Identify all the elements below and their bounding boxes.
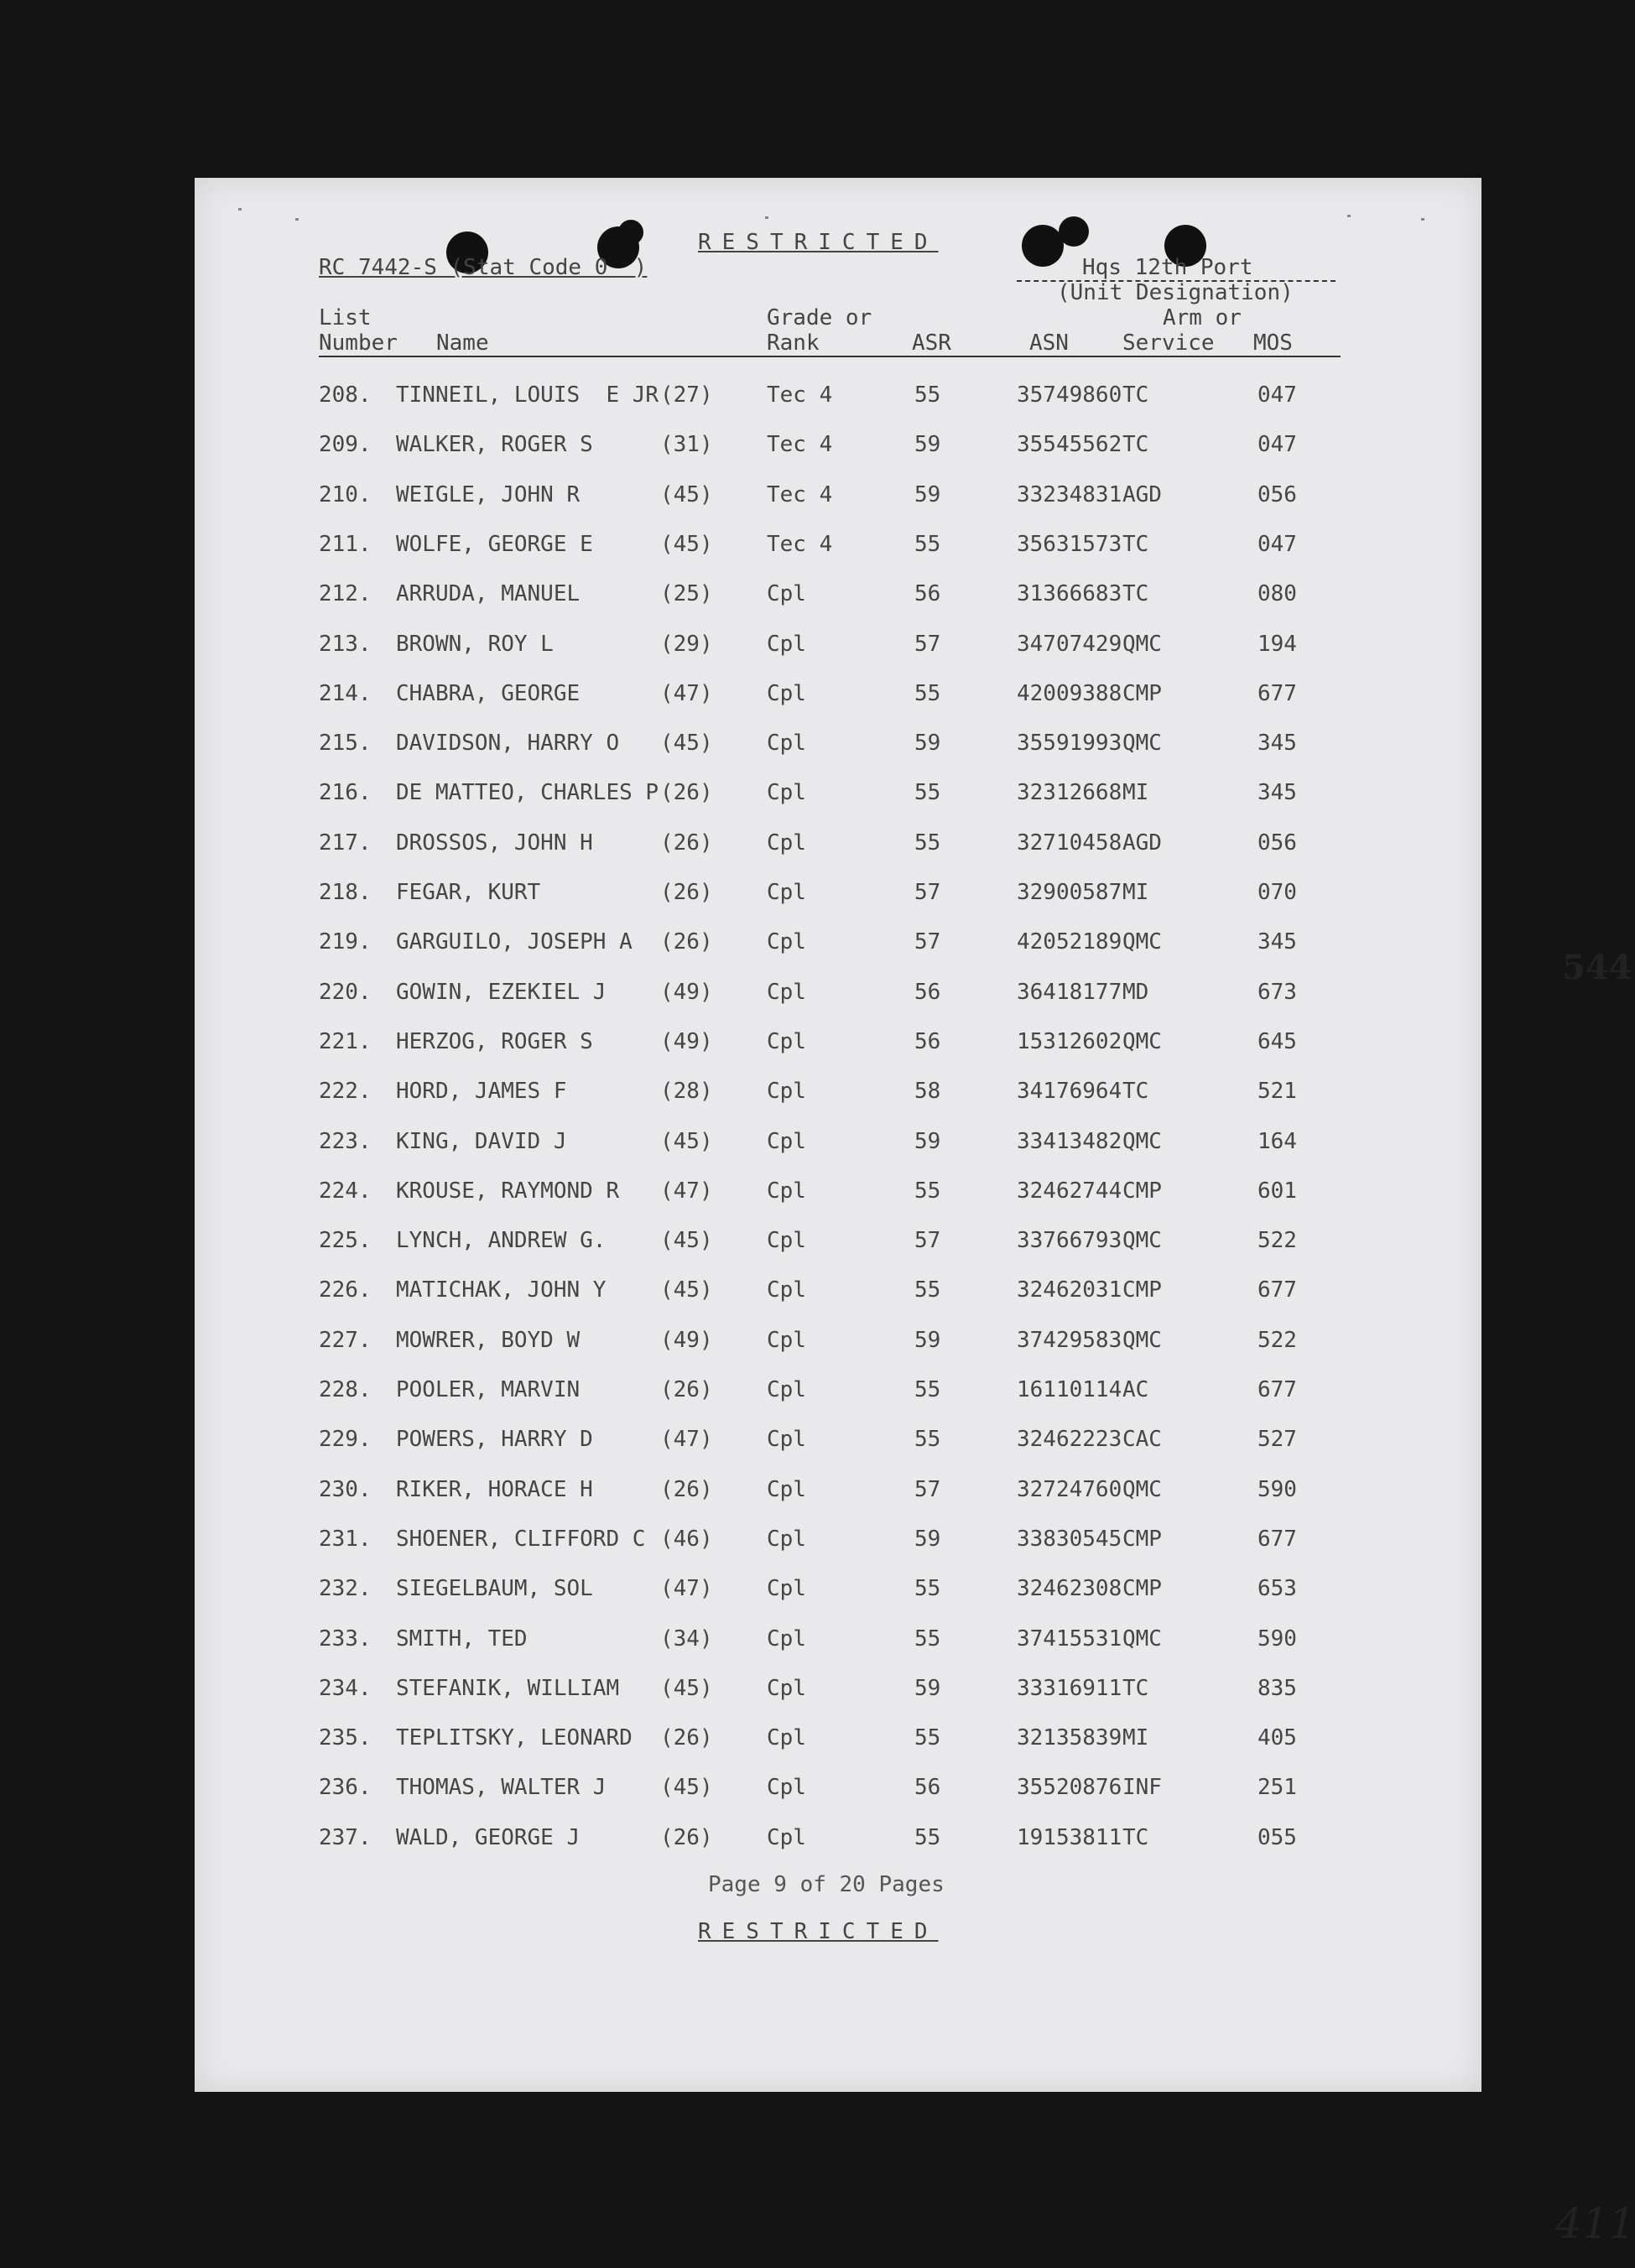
header-grade-line1: Grade or xyxy=(767,305,872,330)
cell-age: (49) xyxy=(660,1028,713,1054)
cell-age: (49) xyxy=(660,1327,713,1353)
table-row xyxy=(195,382,1481,416)
cell-mos: 055 xyxy=(1257,1824,1297,1850)
cell-mos: 527 xyxy=(1257,1427,1297,1453)
cell-grade: Tec 4 xyxy=(767,432,833,458)
cell-name: HERZOG, ROGER S xyxy=(396,1028,593,1054)
table-row xyxy=(195,1626,1481,1660)
cell-mos: 345 xyxy=(1257,929,1297,955)
cell-age: (47) xyxy=(660,1427,713,1453)
table-row xyxy=(195,1427,1481,1460)
cell-num: 227. xyxy=(319,1327,372,1353)
header-list-line2: Number xyxy=(319,330,398,356)
cell-asn: 31366683 xyxy=(1017,581,1122,607)
cell-name: HORD, JAMES F xyxy=(396,1079,567,1105)
cell-asn: 35591993 xyxy=(1017,731,1122,757)
cell-num: 216. xyxy=(319,780,372,806)
cell-mos: 673 xyxy=(1257,979,1297,1005)
cell-asn: 32462223 xyxy=(1017,1427,1122,1453)
cell-name: SMITH, TED xyxy=(396,1626,528,1652)
cell-asr: 57 xyxy=(914,631,941,657)
cell-mos: 522 xyxy=(1257,1327,1297,1353)
cell-name: GARGUILO, JOSEPH A xyxy=(396,929,633,955)
cell-asn: 33316911 xyxy=(1017,1675,1122,1701)
header-asn: ASN xyxy=(1029,330,1069,356)
cell-asr: 57 xyxy=(914,1228,941,1254)
cell-name: KROUSE, RAYMOND R xyxy=(396,1178,620,1204)
cell-name: POWERS, HARRY D xyxy=(396,1427,593,1453)
cell-asr: 55 xyxy=(914,1427,941,1453)
cell-asn: 19153811 xyxy=(1017,1824,1122,1850)
cell-num: 222. xyxy=(319,1079,372,1105)
cell-asr: 59 xyxy=(914,1526,941,1552)
cell-mos: 677 xyxy=(1257,1377,1297,1402)
cell-arm: MI xyxy=(1122,1725,1149,1751)
cell-num: 237. xyxy=(319,1824,372,1850)
cell-name: SHOENER, CLIFFORD C xyxy=(396,1526,646,1552)
cell-grade: Cpl xyxy=(767,979,806,1005)
cell-grade: Tec 4 xyxy=(767,481,833,507)
table-row xyxy=(195,780,1481,814)
cell-num: 219. xyxy=(319,929,372,955)
cell-name: SIEGELBAUM, SOL xyxy=(396,1576,593,1602)
table-row xyxy=(195,1477,1481,1511)
cell-asn: 15312602 xyxy=(1017,1028,1122,1054)
table-row xyxy=(195,1228,1481,1261)
cell-arm: TC xyxy=(1122,581,1149,607)
cell-grade: Cpl xyxy=(767,1327,806,1353)
cell-num: 232. xyxy=(319,1576,372,1602)
cell-num: 235. xyxy=(319,1725,372,1751)
cell-mos: 645 xyxy=(1257,1028,1297,1054)
cell-asn: 32724760 xyxy=(1017,1476,1122,1502)
cell-arm: QMC xyxy=(1122,1476,1162,1502)
cell-mos: 590 xyxy=(1257,1476,1297,1502)
cell-num: 220. xyxy=(319,979,372,1005)
unit-designation: Hqs 12th Port xyxy=(1082,255,1253,280)
header-list-line1: List xyxy=(319,305,372,330)
cell-name: WEIGLE, JOHN R xyxy=(396,481,581,507)
cell-mos: 056 xyxy=(1257,830,1297,856)
cell-arm: MI xyxy=(1122,780,1149,806)
cell-grade: Cpl xyxy=(767,1526,806,1552)
cell-arm: AGD xyxy=(1122,830,1162,856)
cell-arm: QMC xyxy=(1122,929,1162,955)
header-arm-line1: Arm or xyxy=(1163,305,1242,330)
cell-name: MOWRER, BOYD W xyxy=(396,1327,581,1353)
cell-asr: 59 xyxy=(914,1128,941,1154)
cell-arm: INF xyxy=(1122,1775,1162,1801)
cell-mos: 590 xyxy=(1257,1626,1297,1652)
cell-num: 233. xyxy=(319,1626,372,1652)
cell-mos: 047 xyxy=(1257,432,1297,458)
cell-asr: 55 xyxy=(914,382,941,408)
cell-grade: Cpl xyxy=(767,880,806,905)
cell-age: (46) xyxy=(660,1526,713,1552)
cell-name: FEGAR, KURT xyxy=(396,880,541,905)
cell-asn: 33830545 xyxy=(1017,1526,1122,1552)
cell-arm: QMC xyxy=(1122,1228,1162,1254)
handwritten-page-number: 411 xyxy=(1555,2199,1635,2248)
cell-arm: TC xyxy=(1122,1079,1149,1105)
header-grade-line2: Rank xyxy=(767,330,820,356)
cell-asn: 32462744 xyxy=(1017,1178,1122,1204)
cell-grade: Cpl xyxy=(767,1377,806,1402)
cell-arm: QMC xyxy=(1122,1028,1162,1054)
cell-asn: 33766793 xyxy=(1017,1228,1122,1254)
table-row xyxy=(195,681,1481,715)
cell-age: (45) xyxy=(660,731,713,757)
table-row xyxy=(195,880,1481,913)
cell-mos: 677 xyxy=(1257,1277,1297,1303)
cell-grade: Cpl xyxy=(767,1824,806,1850)
cell-mos: 194 xyxy=(1257,631,1297,657)
table-row xyxy=(195,632,1481,665)
cell-asn: 16110114 xyxy=(1017,1377,1122,1402)
unit-label: (Unit Designation) xyxy=(1057,280,1294,305)
punch-hole xyxy=(1022,225,1064,267)
table-row xyxy=(195,980,1481,1013)
cell-age: (26) xyxy=(660,1824,713,1850)
cell-mos: 405 xyxy=(1257,1725,1297,1751)
cell-asr: 59 xyxy=(914,731,941,757)
cell-grade: Cpl xyxy=(767,1775,806,1801)
cell-arm: CAC xyxy=(1122,1427,1162,1453)
margin-stamp-number: 544 xyxy=(1562,948,1632,987)
cell-arm: MD xyxy=(1122,979,1149,1005)
table-row xyxy=(195,731,1481,764)
header-asr: ASR xyxy=(912,330,951,356)
table-row xyxy=(195,929,1481,963)
table-row xyxy=(195,1527,1481,1560)
cell-mos: 677 xyxy=(1257,1526,1297,1552)
cell-arm: AGD xyxy=(1122,481,1162,507)
punch-hole xyxy=(1059,216,1089,247)
table-row xyxy=(195,1277,1481,1311)
cell-age: (25) xyxy=(660,581,713,607)
cell-asn: 33234831 xyxy=(1017,481,1122,507)
cell-grade: Tec 4 xyxy=(767,382,833,408)
header-arm-line2: Service xyxy=(1122,330,1215,356)
cell-grade: Cpl xyxy=(767,731,806,757)
cell-age: (26) xyxy=(660,929,713,955)
page-footer: Page 9 of 20 Pages xyxy=(708,1872,945,1897)
cell-asn: 34176964 xyxy=(1017,1079,1122,1105)
table-row xyxy=(195,532,1481,565)
cell-grade: Cpl xyxy=(767,1178,806,1204)
cell-num: 210. xyxy=(319,481,372,507)
cell-age: (26) xyxy=(660,1725,713,1751)
cell-grade: Cpl xyxy=(767,680,806,706)
cell-mos: 521 xyxy=(1257,1079,1297,1105)
cell-mos: 070 xyxy=(1257,880,1297,905)
cell-asn: 36418177 xyxy=(1017,979,1122,1005)
cell-age: (45) xyxy=(660,481,713,507)
cell-asn: 37415531 xyxy=(1017,1626,1122,1652)
cell-arm: QMC xyxy=(1122,731,1162,757)
cell-arm: TC xyxy=(1122,531,1149,557)
cell-age: (45) xyxy=(660,1228,713,1254)
cell-asn: 32462031 xyxy=(1017,1277,1122,1303)
cell-name: LYNCH, ANDREW G. xyxy=(396,1228,607,1254)
speck xyxy=(238,208,242,211)
table-row xyxy=(195,830,1481,864)
cell-asr: 56 xyxy=(914,1028,941,1054)
cell-grade: Cpl xyxy=(767,929,806,955)
cell-grade: Cpl xyxy=(767,1079,806,1105)
cell-name: CHABRA, GEORGE xyxy=(396,680,581,706)
classification-bottom: RESTRICTED xyxy=(698,1919,939,1944)
cell-name: GOWIN, EZEKIEL J xyxy=(396,979,607,1005)
cell-mos: 345 xyxy=(1257,780,1297,806)
document-page xyxy=(195,178,1635,2248)
cell-grade: Cpl xyxy=(767,780,806,806)
cell-age: (26) xyxy=(660,780,713,806)
cell-name: KING, DAVID J xyxy=(396,1128,567,1154)
cell-age: (27) xyxy=(660,382,713,408)
cell-grade: Cpl xyxy=(767,1228,806,1254)
cell-asn: 32135839 xyxy=(1017,1725,1122,1751)
cell-num: 231. xyxy=(319,1526,372,1552)
cell-asr: 56 xyxy=(914,1775,941,1801)
cell-grade: Cpl xyxy=(767,1675,806,1701)
cell-arm: TC xyxy=(1122,432,1149,458)
cell-age: (26) xyxy=(660,1377,713,1402)
cell-age: (45) xyxy=(660,1128,713,1154)
cell-grade: Cpl xyxy=(767,1028,806,1054)
cell-name: BROWN, ROY L xyxy=(396,631,554,657)
cell-name: DROSSOS, JOHN H xyxy=(396,830,593,856)
cell-arm: AC xyxy=(1122,1377,1149,1402)
cell-num: 214. xyxy=(319,680,372,706)
cell-asr: 59 xyxy=(914,1327,941,1353)
cell-age: (28) xyxy=(660,1079,713,1105)
cell-age: (49) xyxy=(660,979,713,1005)
cell-asr: 59 xyxy=(914,1675,941,1701)
cell-asr: 55 xyxy=(914,1824,941,1850)
cell-grade: Cpl xyxy=(767,631,806,657)
cell-name: POOLER, MARVIN xyxy=(396,1377,581,1402)
cell-age: (45) xyxy=(660,531,713,557)
cell-asr: 55 xyxy=(914,1626,941,1652)
cell-name: TEPLITSKY, LEONARD xyxy=(396,1725,633,1751)
cell-age: (34) xyxy=(660,1626,713,1652)
table-row xyxy=(195,1676,1481,1709)
header-mos: MOS xyxy=(1253,330,1293,356)
cell-num: 234. xyxy=(319,1675,372,1701)
cell-age: (47) xyxy=(660,680,713,706)
header-rule xyxy=(319,356,1341,357)
cell-grade: Cpl xyxy=(767,830,806,856)
cell-asr: 55 xyxy=(914,531,941,557)
cell-asn: 32900587 xyxy=(1017,880,1122,905)
table-row xyxy=(195,1725,1481,1759)
cell-arm: QMC xyxy=(1122,631,1162,657)
cell-num: 213. xyxy=(319,631,372,657)
cell-asr: 55 xyxy=(914,780,941,806)
cell-asn: 42009388 xyxy=(1017,680,1122,706)
cell-name: WOLFE, GEORGE E xyxy=(396,531,593,557)
cell-grade: Cpl xyxy=(767,1725,806,1751)
header-name: Name xyxy=(436,330,489,356)
cell-arm: TC xyxy=(1122,1675,1149,1701)
cell-grade: Cpl xyxy=(767,1626,806,1652)
cell-num: 228. xyxy=(319,1377,372,1402)
cell-mos: 835 xyxy=(1257,1675,1297,1701)
cell-arm: QMC xyxy=(1122,1327,1162,1353)
cell-age: (29) xyxy=(660,631,713,657)
cell-asr: 55 xyxy=(914,830,941,856)
cell-mos: 677 xyxy=(1257,680,1297,706)
classification-top: RESTRICTED xyxy=(698,230,939,255)
cell-age: (26) xyxy=(660,1476,713,1502)
cell-asr: 55 xyxy=(914,1277,941,1303)
speck xyxy=(765,216,768,219)
cell-grade: Cpl xyxy=(767,1128,806,1154)
cell-mos: 601 xyxy=(1257,1178,1297,1204)
cell-name: MATICHAK, JOHN Y xyxy=(396,1277,607,1303)
cell-num: 224. xyxy=(319,1178,372,1204)
cell-name: STEFANIK, WILLIAM xyxy=(396,1675,620,1701)
cell-asn: 35545562 xyxy=(1017,432,1122,458)
cell-arm: TC xyxy=(1122,382,1149,408)
cell-asr: 59 xyxy=(914,481,941,507)
cell-num: 229. xyxy=(319,1427,372,1453)
cell-asr: 56 xyxy=(914,581,941,607)
cell-name: ARRUDA, MANUEL xyxy=(396,581,581,607)
cell-mos: 522 xyxy=(1257,1228,1297,1254)
cell-arm: MI xyxy=(1122,880,1149,905)
cell-num: 230. xyxy=(319,1476,372,1502)
cell-asr: 55 xyxy=(914,1178,941,1204)
cell-asr: 57 xyxy=(914,880,941,905)
cell-name: WALKER, ROGER S xyxy=(396,432,593,458)
table-row xyxy=(195,1328,1481,1361)
cell-arm: TC xyxy=(1122,1824,1149,1850)
cell-grade: Cpl xyxy=(767,1576,806,1602)
cell-age: (45) xyxy=(660,1775,713,1801)
cell-asn: 34707429 xyxy=(1017,631,1122,657)
cell-num: 221. xyxy=(319,1028,372,1054)
cell-asn: 35631573 xyxy=(1017,531,1122,557)
cell-grade: Cpl xyxy=(767,1427,806,1453)
cell-name: TINNEIL, LOUIS E JR xyxy=(396,382,659,408)
cell-age: (45) xyxy=(660,1675,713,1701)
cell-num: 225. xyxy=(319,1228,372,1254)
cell-arm: CMP xyxy=(1122,1576,1162,1602)
table-row xyxy=(195,1178,1481,1212)
cell-asr: 56 xyxy=(914,979,941,1005)
speck xyxy=(1421,218,1424,221)
cell-num: 212. xyxy=(319,581,372,607)
cell-arm: CMP xyxy=(1122,1277,1162,1303)
cell-age: (45) xyxy=(660,1277,713,1303)
cell-num: 211. xyxy=(319,531,372,557)
cell-arm: CMP xyxy=(1122,680,1162,706)
punch-hole xyxy=(618,220,643,245)
cell-mos: 251 xyxy=(1257,1775,1297,1801)
cell-asr: 58 xyxy=(914,1079,941,1105)
cell-mos: 080 xyxy=(1257,581,1297,607)
cell-asn: 35520876 xyxy=(1017,1775,1122,1801)
cell-name: DE MATTEO, CHARLES P xyxy=(396,780,659,806)
cell-asn: 33413482 xyxy=(1017,1128,1122,1154)
cell-num: 226. xyxy=(319,1277,372,1303)
cell-age: (31) xyxy=(660,432,713,458)
cell-mos: 345 xyxy=(1257,731,1297,757)
table-row xyxy=(195,1029,1481,1063)
cell-age: (47) xyxy=(660,1178,713,1204)
table-row xyxy=(195,1825,1481,1859)
table-row xyxy=(195,1377,1481,1411)
cell-asr: 55 xyxy=(914,1377,941,1402)
cell-asr: 55 xyxy=(914,680,941,706)
table-row xyxy=(195,581,1481,615)
cell-mos: 047 xyxy=(1257,531,1297,557)
cell-arm: QMC xyxy=(1122,1128,1162,1154)
table-row xyxy=(195,1079,1481,1112)
cell-asn: 32312668 xyxy=(1017,780,1122,806)
cell-asr: 59 xyxy=(914,432,941,458)
cell-name: WALD, GEORGE J xyxy=(396,1824,581,1850)
cell-asn: 37429583 xyxy=(1017,1327,1122,1353)
cell-grade: Cpl xyxy=(767,581,806,607)
cell-num: 236. xyxy=(319,1775,372,1801)
cell-grade: Cpl xyxy=(767,1476,806,1502)
cell-age: (26) xyxy=(660,880,713,905)
cell-mos: 047 xyxy=(1257,382,1297,408)
speck xyxy=(295,218,299,221)
cell-asr: 57 xyxy=(914,929,941,955)
cell-num: 218. xyxy=(319,880,372,905)
cell-age: (26) xyxy=(660,830,713,856)
cell-asr: 55 xyxy=(914,1576,941,1602)
cell-name: RIKER, HORACE H xyxy=(396,1476,593,1502)
table-row xyxy=(195,1775,1481,1808)
cell-num: 209. xyxy=(319,432,372,458)
cell-mos: 056 xyxy=(1257,481,1297,507)
cell-asr: 55 xyxy=(914,1725,941,1751)
cell-name: DAVIDSON, HARRY O xyxy=(396,731,620,757)
speck xyxy=(1347,215,1351,217)
cell-num: 223. xyxy=(319,1128,372,1154)
cell-asn: 35749860 xyxy=(1017,382,1122,408)
form-code: RC 7442-S (Stat Code 0 ) xyxy=(319,255,648,280)
cell-grade: Tec 4 xyxy=(767,531,833,557)
cell-mos: 164 xyxy=(1257,1128,1297,1154)
cell-num: 217. xyxy=(319,830,372,856)
cell-asn: 32710458 xyxy=(1017,830,1122,856)
cell-asn: 42052189 xyxy=(1017,929,1122,955)
cell-asr: 57 xyxy=(914,1476,941,1502)
cell-age: (47) xyxy=(660,1576,713,1602)
cell-asn: 32462308 xyxy=(1017,1576,1122,1602)
table-row xyxy=(195,1576,1481,1610)
cell-name: THOMAS, WALTER J xyxy=(396,1775,607,1801)
table-row xyxy=(195,432,1481,466)
cell-num: 208. xyxy=(319,382,372,408)
cell-arm: CMP xyxy=(1122,1526,1162,1552)
table-row xyxy=(195,1129,1481,1163)
cell-arm: QMC xyxy=(1122,1626,1162,1652)
cell-mos: 653 xyxy=(1257,1576,1297,1602)
cell-grade: Cpl xyxy=(767,1277,806,1303)
cell-arm: CMP xyxy=(1122,1178,1162,1204)
table-row xyxy=(195,482,1481,516)
cell-num: 215. xyxy=(319,731,372,757)
